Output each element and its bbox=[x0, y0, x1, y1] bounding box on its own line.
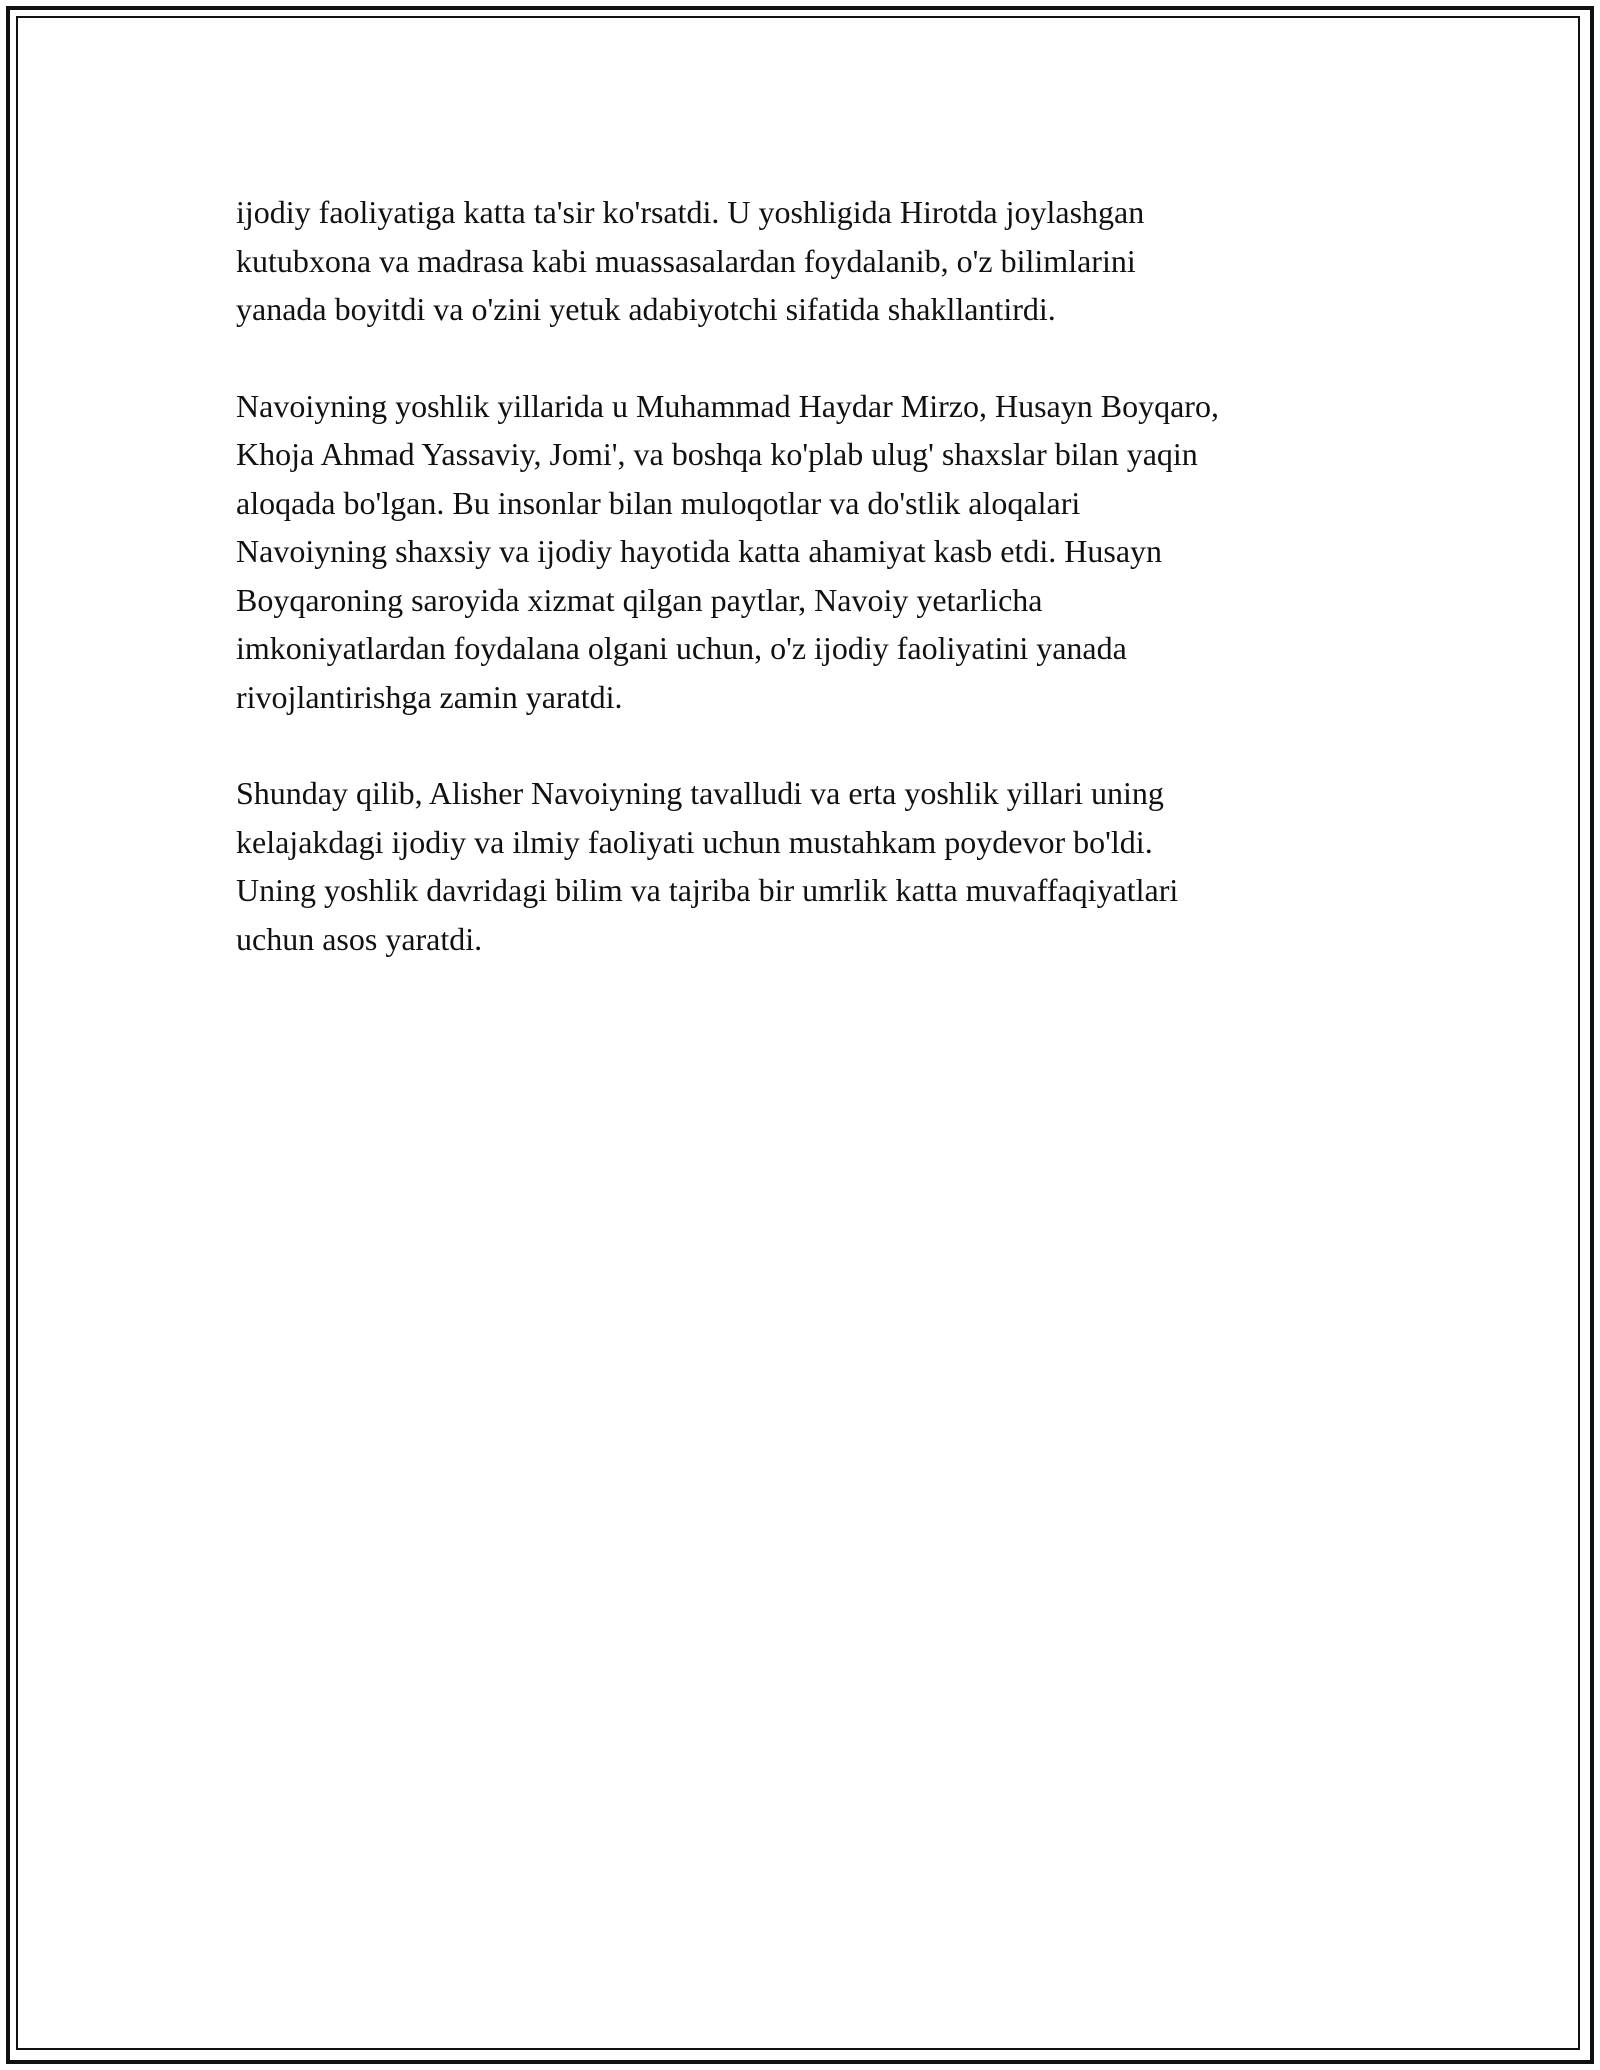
text-line: ijodiy faoliyatiga katta ta'sir ko'rsatdi. U yoshligida Hirotda joylashgan bbox=[236, 194, 1145, 230]
paragraph-3 bbox=[236, 769, 1416, 963]
text-line: kelajakdagi ijodiy va ilmiy faoliyati uchun mustahkam poydevor bo'ldi. bbox=[236, 823, 1153, 860]
text-line: aloqada bo'lgan. Bu insonlar bilan muloqotlar va do'stlik aloqalari bbox=[236, 484, 1081, 521]
text-line: Boyqaroning saroyida xizmat qilgan paytlar, Navoiy yetarlicha bbox=[236, 581, 1043, 618]
text-line: kutubxona va madrasa kabi muassasalardan foydalanib, o'z bilimlarini bbox=[236, 242, 1136, 279]
text-line: yanada boyitdi va o'zini yetuk adabiyotchi sifatida shakllantirdi. bbox=[236, 291, 1056, 327]
text-line: Khoja Ahmad Yassaviy, Jomi', va boshqa ko'plab ulug' shaxslar bilan yaqin bbox=[236, 436, 1198, 472]
text-line: uchun asos yaratdi. bbox=[236, 920, 483, 957]
text-line: imkoniyatlardan foydalana olgani uchun, o'z ijodiy faoliyatini yanada bbox=[236, 630, 1127, 666]
text-line: Navoiyning yoshlik yillarida u Muhammad Haydar Mirzo, Husayn Boyqaro, bbox=[236, 387, 1219, 424]
text-line: rivojlantirishga zamin yaratdi. bbox=[236, 678, 623, 715]
text-line: Shunday qilib, Alisher Navoiyning tavalludi va erta yoshlik yillari uning bbox=[236, 775, 1164, 811]
text-line: Uning yoshlik davridagi bilim va tajriba bir umrlik katta muvaffaqiyatlari bbox=[236, 872, 1179, 908]
text-line: Navoiyning shaxsiy va ijodiy hayotida katta ahamiyat kasb etdi. Husayn bbox=[236, 533, 1163, 569]
paragraph-2 bbox=[236, 382, 1416, 722]
paragraph-1 bbox=[236, 188, 1416, 334]
document-body bbox=[236, 188, 1416, 1011]
